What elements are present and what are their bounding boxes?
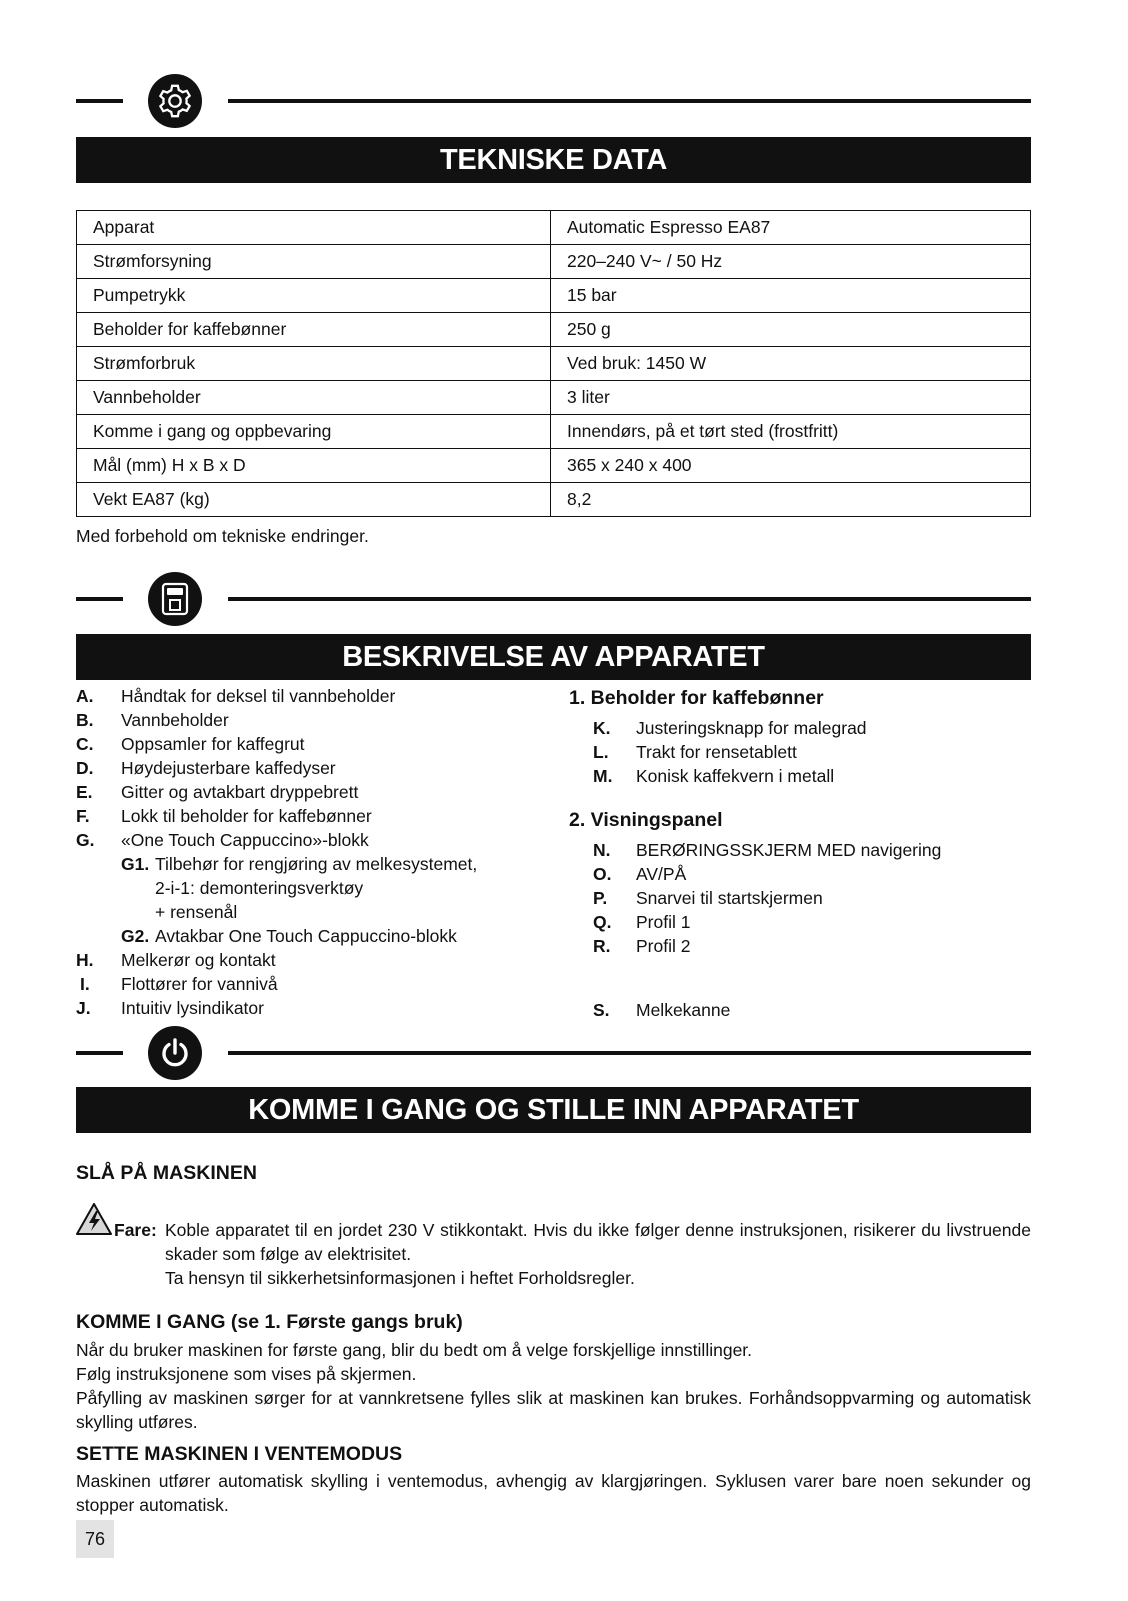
- section-title-tech: TEKNISKE DATA: [76, 137, 1031, 183]
- table-row: [77, 245, 1031, 279]
- item-letter: F.: [76, 806, 90, 826]
- standby-text: Maskinen utfører automatisk skylling i ventemodus, avhengig av klargjøringen. Syklusen varer bare noen sekunder og stopper automatisk.: [76, 1471, 1031, 1515]
- item-text: Intuitiv lysindikator: [121, 998, 264, 1018]
- item-letter: P.: [593, 888, 608, 908]
- heading-standby: SETTE MASKINEN I VENTEMODUS: [76, 1443, 403, 1465]
- item-text: Gitter og avtakbart dryppebrett: [121, 782, 359, 802]
- item-letter: S.: [593, 1000, 610, 1020]
- specs-note: Med forbehold om tekniske endringer.: [76, 526, 369, 546]
- item-letter: O.: [593, 864, 612, 884]
- warning-icon: [76, 1203, 112, 1235]
- rule-line-right: [228, 597, 1031, 601]
- item-text: Håndtak for deksel til vannbeholder: [121, 686, 396, 706]
- power-icon: [148, 1026, 202, 1080]
- item-s: [569, 1000, 1029, 1024]
- table-row: [77, 483, 1031, 517]
- rule-line-left: [76, 1051, 123, 1055]
- item-letter: N.: [593, 840, 611, 860]
- item-letter: D.: [76, 758, 94, 778]
- group1-list: [569, 718, 1029, 798]
- item-text: Tilbehør for rengjøring av melkesystemet,: [155, 854, 478, 874]
- item-text: Høydejusterbare kaffedyser: [121, 758, 336, 778]
- item-letter: G.: [76, 830, 95, 850]
- item-text: AV/PÅ: [636, 864, 687, 884]
- item-text: 2-i-1: demonteringsverktøy: [155, 878, 364, 898]
- table-row: [77, 381, 1031, 415]
- section-rule-desc: [76, 570, 1031, 630]
- table-row: [77, 211, 1031, 245]
- item-text: «One Touch Cappuccino»-blokk: [121, 830, 369, 850]
- item-text: Justeringsknapp for malegrad: [636, 718, 867, 738]
- section-title-desc: BESKRIVELSE AV APPARATET: [76, 634, 1031, 680]
- item-letter: G2.: [121, 926, 150, 946]
- item-text: Melkekanne: [636, 1000, 731, 1020]
- item-text: Profil 1: [636, 912, 691, 932]
- spec-label: Mål (mm) H x B x D: [77, 449, 551, 483]
- warning-line-1: Koble apparatet til en jordet 230 V stikkontakt. Hvis du ikke følger denne instruksjonen, risikerer du livstruende skader som følge av elektrisitet.: [165, 1220, 1031, 1264]
- heading-switch-on: SLÅ PÅ MASKINEN: [76, 1162, 257, 1184]
- table-row: [77, 313, 1031, 347]
- page-number: 76: [76, 1520, 114, 1558]
- rule-line-right: [228, 99, 1031, 103]
- item-text: + rensenål: [155, 902, 238, 922]
- item-letter: J.: [76, 998, 91, 1018]
- section-rule-start: [76, 1024, 1031, 1084]
- item-letter: M.: [593, 766, 613, 786]
- paragraph: Følg instruksjonene som vises på skjermen.: [76, 1364, 417, 1384]
- spec-value: 220–240 V~ / 50 Hz: [551, 245, 1031, 279]
- warning-line-2: Ta hensyn til sikkerhetsinformasjonen i heftet Forholdsregler.: [165, 1268, 635, 1288]
- spec-value: Innendørs, på et tørt sted (frostfritt): [551, 415, 1031, 449]
- spec-label: Vannbeholder: [77, 381, 551, 415]
- warning-text: [165, 1218, 1031, 1290]
- rule-line-left: [76, 597, 123, 601]
- parts-list-left: [76, 686, 536, 1026]
- item-letter: A.: [76, 686, 94, 706]
- table-row: [77, 279, 1031, 313]
- item-text: Profil 2: [636, 936, 691, 956]
- item-letter: E.: [76, 782, 93, 802]
- spec-table: [76, 210, 1031, 517]
- item-text: Melkerør og kontakt: [121, 950, 276, 970]
- spec-value: Ved bruk: 1450 W: [551, 347, 1031, 381]
- item-letter: C.: [76, 734, 94, 754]
- rule-line-left: [76, 99, 123, 103]
- item-text: Trakt for rensetablett: [636, 742, 797, 762]
- gear-icon: [148, 74, 202, 128]
- machine-icon: [148, 572, 202, 626]
- group2-list: [569, 840, 1029, 970]
- spec-value: 15 bar: [551, 279, 1031, 313]
- section-rule-tech: [76, 72, 1031, 132]
- spec-label: Vekt EA87 (kg): [77, 483, 551, 517]
- spec-value: 250 g: [551, 313, 1031, 347]
- item-text: Snarvei til startskjermen: [636, 888, 823, 908]
- spec-label: Strømforbruk: [77, 347, 551, 381]
- item-letter: G1.: [121, 854, 150, 874]
- group2-title: 2. Visningspanel: [569, 809, 723, 831]
- item-text: BERØRINGSSKJERM MED navigering: [636, 840, 942, 860]
- rule-line-right: [228, 1051, 1031, 1055]
- heading-getting-started: KOMME I GANG (se 1. Første gangs bruk): [76, 1311, 463, 1333]
- item-letter: Q.: [593, 912, 612, 932]
- spec-value: 365 x 240 x 400: [551, 449, 1031, 483]
- table-row: [77, 449, 1031, 483]
- item-text: Konisk kaffekvern i metall: [636, 766, 835, 786]
- paragraph: Påfylling av maskinen sørger for at vannkretsene fylles slik at maskinen kan brukes. Forhåndsoppvarming og automatisk skylling utføres.: [76, 1388, 1031, 1432]
- item-letter: L.: [593, 742, 609, 762]
- item-letter: B.: [76, 710, 94, 730]
- table-row: [77, 415, 1031, 449]
- spec-value: 3 liter: [551, 381, 1031, 415]
- item-text: Flottører for vannivå: [121, 974, 278, 994]
- item-letter: I.: [80, 974, 90, 994]
- getting-started-text: [76, 1338, 1031, 1434]
- spec-value: Automatic Espresso EA87: [551, 211, 1031, 245]
- group1-title: 1. Beholder for kaffebønner: [569, 687, 824, 709]
- spec-value: 8,2: [551, 483, 1031, 517]
- section-title-start: KOMME I GANG OG STILLE INN APPARATET: [76, 1087, 1031, 1133]
- item-letter: R.: [593, 936, 611, 956]
- spec-label: Komme i gang og oppbevaring: [77, 415, 551, 449]
- spec-label: Strømforsyning: [77, 245, 551, 279]
- spec-label: Beholder for kaffebønner: [77, 313, 551, 347]
- item-letter: H.: [76, 950, 94, 970]
- item-text: Lokk til beholder for kaffebønner: [121, 806, 372, 826]
- warning-label: Fare:: [114, 1220, 157, 1240]
- paragraph: Når du bruker maskinen for første gang, blir du bedt om å velge forskjellige innstillinger.: [76, 1340, 753, 1360]
- table-row: [77, 347, 1031, 381]
- item-letter: K.: [593, 718, 611, 738]
- item-text: Oppsamler for kaffegrut: [121, 734, 305, 754]
- item-text: Avtakbar One Touch Cappuccino-blokk: [155, 926, 457, 946]
- spec-label: Apparat: [77, 211, 551, 245]
- spec-label: Pumpetrykk: [77, 279, 551, 313]
- item-text: Vannbeholder: [121, 710, 229, 730]
